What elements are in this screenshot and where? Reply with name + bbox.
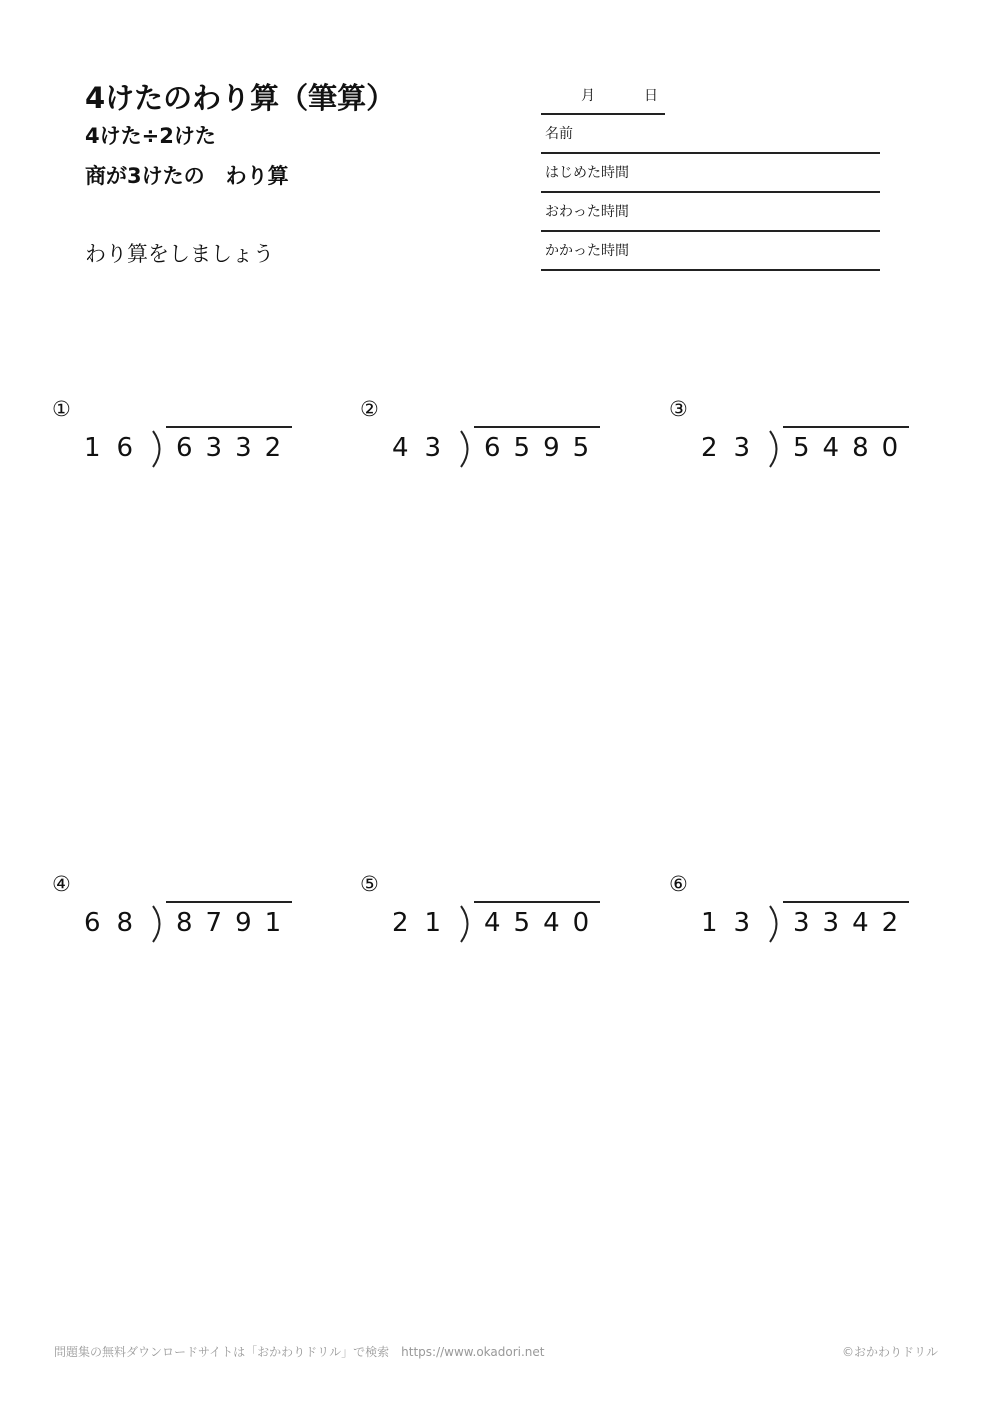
dividend: 8791 [176, 908, 295, 938]
division-problem [669, 873, 969, 953]
division-bracket-icon [150, 429, 168, 469]
instruction-text: わり算をしましょう [85, 242, 274, 266]
start-time-label: はじめた時間 [545, 165, 629, 181]
worksheet-title: 4けたのわり算（筆算） [85, 81, 396, 115]
division-bracket-icon [458, 904, 476, 944]
division-problem [669, 398, 969, 478]
name-label: 名前 [545, 126, 573, 142]
divisor: 13 [701, 908, 767, 938]
division-problem [52, 398, 352, 478]
divisor: 23 [701, 433, 767, 463]
division-bracket-icon [150, 904, 168, 944]
name-field[interactable] [541, 114, 880, 154]
problem-number: ⑤ [360, 872, 379, 896]
end-time-label: おわった時間 [545, 204, 629, 220]
elapsed-time-label: かかった時間 [545, 243, 629, 259]
divisor: 21 [392, 908, 458, 938]
problem-number: ① [52, 397, 71, 421]
divisor: 16 [84, 433, 150, 463]
division-problem [360, 873, 660, 953]
end-time-field[interactable] [541, 192, 880, 232]
start-time-field[interactable] [541, 153, 880, 193]
dividend: 3342 [793, 908, 912, 938]
footer-copyright: ©おかわりドリル [841, 1345, 938, 1359]
problem-number: ⑥ [669, 872, 688, 896]
division-bracket-icon [767, 904, 785, 944]
problem-number: ③ [669, 397, 688, 421]
division-bar [166, 901, 292, 903]
worksheet-subtitle-quotient: 商が3けたの わり算 [85, 164, 289, 188]
division-bar [783, 901, 909, 903]
division-problem [52, 873, 352, 953]
day-label: 日 [644, 88, 658, 104]
division-bracket-icon [767, 429, 785, 469]
division-bar [166, 426, 292, 428]
dividend: 5480 [793, 433, 912, 463]
division-bar [783, 426, 909, 428]
division-bracket-icon [458, 429, 476, 469]
elapsed-time-field[interactable] [541, 231, 880, 271]
problem-number: ② [360, 397, 379, 421]
footer-site-text: 問題集の無料ダウンロードサイトは「おかわりドリル」で検索 https://www.okadori.net [54, 1345, 545, 1359]
dividend: 6595 [484, 433, 603, 463]
dividend: 4540 [484, 908, 603, 938]
divisor: 43 [392, 433, 458, 463]
divisor: 68 [84, 908, 150, 938]
division-bar [474, 901, 600, 903]
division-problem [360, 398, 660, 478]
dividend: 6332 [176, 433, 295, 463]
month-label: 月 [581, 88, 595, 104]
division-bar [474, 426, 600, 428]
worksheet-subtitle-digits: 4けた÷2けた [85, 124, 216, 148]
date-field[interactable] [541, 84, 665, 115]
problem-number: ④ [52, 872, 71, 896]
